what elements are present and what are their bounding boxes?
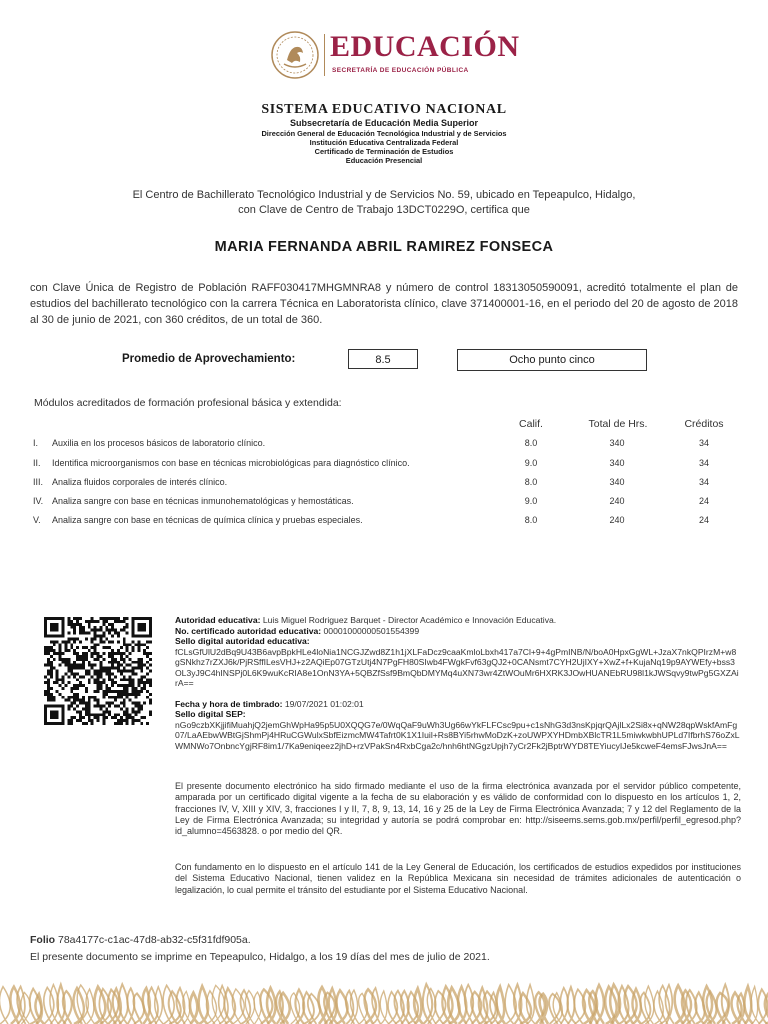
seal-sep-value: nGo9czbXKjjifiMuahjQ2jemGhWpHa95p5U0XQQG7e/0WqQaF9uWh3Ug66wYkFLFCsc9pu+c1sNhG3d3nsKpjqrQAjlLx2Si8x+qNW28qpWskfAmFg07/LaAEbwWBtGjShmPj4HRuCGWulxSbfEizmcMW4Tafrt0K1X1Iuil+Rs8BYi5rhwMoDzK+zoUWPXYHDmbXBlcTR1L5miwkwbhUPLd7IfbrhS76oZxLWMNWo7OnbncYgjRF8im1/7Ka9eniqeez2jhD+rzVPakSn4RxbCga2c/hnh6htNGgzUpjh7yCr2Fk2jBptrWYD8TEYiucyIJe5kcweF4emsFJwsJnA==	[175, 719, 740, 751]
module-calif: 9.0	[524, 458, 538, 468]
intro-text	[60, 188, 708, 218]
signature-block	[175, 615, 741, 751]
cert-number-label: No. certificado autoridad educativa:	[175, 625, 322, 636]
module-number: III.	[33, 477, 44, 487]
module-calif: 9.0	[524, 496, 538, 506]
module-hours: 340	[609, 438, 625, 448]
module-number: V.	[33, 515, 41, 525]
module-calif: 8.0	[524, 477, 538, 487]
module-credits: 34	[698, 477, 709, 487]
header-hours: Total de Hrs.	[588, 418, 648, 430]
seal-authority-value: fCLsGfUlU2dBq9U43B6avpBpkHLe4loNia1NCGJZwd8Z1h1jXLFaDcz9caaKmloLbxh417a7Cl+9+4gPmINB/N/boA0HpxGgWL+JzaX7nkQPIrzM+w8gSNkhz7rZXJ6k/PjRSffILesVHJ+z2AQiEp07GTzUtj4N7PgFH80SIwb4FWgkFvf63gQJ2+0CANsmt7CYH2UjIXY+XwZ+f+KujaNq19p9AYWEfy+bss3OL3yJ9C4hINSPj0L6K9wuKcRIA8e1OnN3YA+5QBZfSsf9BmQbDMYMq4uXN73wr4ZtWOuMr6HXRK3JOwHUANEbRU98l1kJWSqvy9twPg5GXZAirA==	[175, 646, 739, 688]
table-row	[0, 458, 768, 472]
intro-line-2: con Clave de Centro de Trabajo 13DCT0229O, certifica que	[238, 204, 530, 216]
authority-value: Luis Miguel Rodriguez Barquet - Director Académico e Innovación Educativa.	[262, 615, 557, 625]
header-calif: Calif.	[519, 418, 543, 430]
module-name: Analiza sangre con base en técnicas de química clínica y pruebas especiales.	[52, 515, 363, 525]
system-title: SISTEMA EDUCATIVO NACIONAL	[261, 102, 507, 117]
seal-sep-label: Sello digital SEP:	[175, 709, 246, 719]
logo-text: EDUCACIÓN	[330, 30, 520, 63]
module-hours: 240	[609, 515, 625, 525]
qr-code[interactable]	[44, 617, 152, 725]
module-name: Identifica microorganismos con base en técnicas microbiológicas para diagnóstico clínico.	[52, 458, 410, 468]
printed-line: El presente documento se imprime en Tepeapulco, Hidalgo, a los 19 días del mes de julio de 2021.	[30, 951, 490, 963]
cert-number-value: 00001000000501554399	[323, 625, 420, 636]
module-calif: 8.0	[524, 515, 538, 525]
folio-label: Folio	[30, 934, 56, 946]
module-calif: 8.0	[524, 438, 538, 448]
legal-paragraph-2: Con fundamento en lo dispuesto en el artículo 141 de la Ley General de Educación, los certificados de estudios expedidos por instituciones del Sistema Educativo Nacional, tienen validez en la República Mexicana sin necesidad de trámites adicionales de autenticación o legalización, lo cual permite el tránsito del estudiante por el Sistema Educativo Nacional.	[175, 862, 741, 895]
module-credits: 24	[698, 496, 709, 506]
direccion-general: Dirección General de Educación Tecnológica Industrial y de Servicios	[261, 129, 507, 138]
intro-line-1: El Centro de Bachillerato Tecnológico Industrial y de Servicios No. 59, ubicado en Tepeapulco, Hidalgo,	[132, 189, 636, 201]
module-hours: 340	[609, 458, 625, 468]
certificate-type: Certificado de Terminación de Estudios	[314, 147, 454, 156]
table-row	[0, 438, 768, 452]
logo-subtitle: SECRETARÍA DE EDUCACIÓN PÚBLICA	[332, 67, 469, 74]
logo-divider	[324, 34, 325, 76]
average-words: Ocho punto cinco	[457, 349, 647, 371]
decorative-footer-pattern	[0, 980, 768, 1024]
module-credits: 34	[698, 458, 709, 468]
folio	[30, 934, 251, 946]
module-hours: 340	[609, 477, 625, 487]
mexico-seal-icon	[270, 30, 320, 80]
certification-paragraph: con Clave Única de Registro de Población RAFF030417MHGMNRA8 y número de control 18313050590091, acreditó totalmente el plan de estudios del bachillerato tecnológico con la carrera Técnica en Laboratorista clínico, clave 371400001-16, en el periodo del 20 de agosto de 2018 al 30 de junio de 2021, con 360 créditos, de un total de 360.	[30, 282, 738, 326]
institucion: Institución Educativa Centralizada Federal	[309, 138, 459, 147]
module-hours: 240	[609, 496, 625, 506]
module-name: Analiza sangre con base en técnicas inmunohematológicas y hemostáticas.	[52, 496, 354, 506]
table-row	[0, 496, 768, 510]
timestamp-value: 19/07/2021 01:02:01	[284, 698, 364, 709]
module-credits: 24	[698, 515, 709, 525]
module-number: IV.	[33, 496, 44, 506]
subsecretaria: Subsecretaría de Educación Media Superior	[289, 118, 479, 128]
module-number: I.	[33, 438, 39, 448]
table-row	[0, 477, 768, 491]
student-name: MARIA FERNANDA ABRIL RAMIREZ FONSECA	[214, 239, 554, 255]
average-value: 8.5	[348, 349, 418, 369]
table-row	[0, 515, 768, 529]
module-number: II.	[33, 458, 41, 468]
seal-authority-label: Sello digital autoridad educativa:	[175, 636, 310, 646]
authority-label: Autoridad educativa:	[175, 615, 261, 625]
folio-value: 78a4177c-c1ac-47d8-ab32-c5f31fdf905a.	[58, 934, 251, 946]
modality: Educación Presencial	[345, 156, 423, 165]
header-credits: Créditos	[684, 418, 724, 430]
module-name: Auxilia en los procesos básicos de laboratorio clínico.	[52, 438, 266, 448]
module-credits: 34	[698, 438, 709, 448]
legal-paragraph-1: El presente documento electrónico ha sido firmado mediante el uso de la firma electrónica avanzada por el servidor público competente, amparada por un certificado digital vigente a la fecha de su elaboración y es válido de conformidad con lo dispuesto en los artículos 1, 2, fracciones IV, V, XIII y XIV, 3, fracciones I y II, 7, 8, 9, 13, 14, 16 y 25 de la Ley de Firma Electrónica Avanzada; 7 y 12 del Reglamento de la Ley de Firma Electrónica Avanzada; su integridad y autoría se podrá comprobar en: http://siseems.sems.gob.mx/perfil/perfil_egresod.php?id_alumno=4563828. o por medio del QR.	[175, 781, 741, 837]
modules-title: Módulos acreditados de formación profesional básica y extendida:	[34, 397, 342, 409]
average-label: Promedio de Aprovechamiento:	[122, 353, 296, 365]
module-name: Analiza fluidos corporales de interés clínico.	[52, 477, 228, 487]
timestamp-label: Fecha y hora de timbrado:	[175, 698, 283, 709]
